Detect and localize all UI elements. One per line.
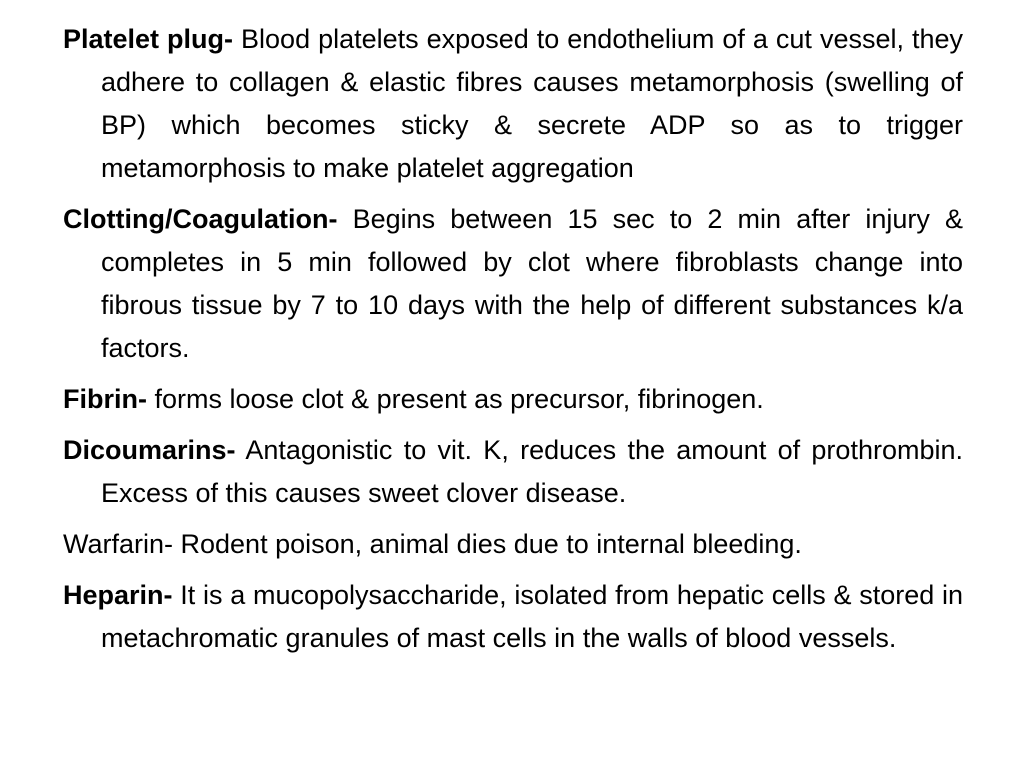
paragraph-clotting xyxy=(63,198,963,370)
term-dicoumarins: Dicoumarins- xyxy=(63,435,236,465)
paragraph-fibrin xyxy=(63,378,963,421)
definition-clotting: Begins between 15 sec to 2 min after injury & completes in 5 min followed by clot where fibroblasts change into fibrous tissue by 7 to 10 days with the help of different substances k/a factors. xyxy=(101,204,963,363)
term-heparin: Heparin- xyxy=(63,580,173,610)
definition-platelet-plug: Blood platelets exposed to endothelium of a cut vessel, they adhere to collagen & elastic fibres causes metamorphosis (swelling of BP) which becomes sticky & secrete ADP so as to trigger metamorphosis to make platelet aggregation xyxy=(101,24,964,183)
definition-warfarin: Warfarin- Rodent poison, animal dies due to internal bleeding. xyxy=(63,529,802,559)
definition-heparin: It is a mucopolysaccharide, isolated from hepatic cells & stored in metachromatic granules of mast cells in the walls of blood vessels. xyxy=(101,580,963,653)
term-platelet-plug: Platelet plug- xyxy=(63,24,234,54)
slide-body xyxy=(63,18,963,668)
definition-dicoumarins: Antagonistic to vit. K, reduces the amount of prothrombin. Excess of this causes sweet clover disease. xyxy=(101,435,963,508)
paragraph-dicoumarins xyxy=(63,429,963,515)
paragraph-warfarin xyxy=(63,523,963,566)
paragraph-platelet-plug xyxy=(63,18,963,190)
definition-fibrin: forms loose clot & present as precursor, fibrinogen. xyxy=(146,384,764,414)
term-clotting: Clotting/Coagulation- xyxy=(63,204,338,234)
term-fibrin: Fibrin- xyxy=(63,384,147,414)
paragraph-heparin xyxy=(63,574,963,660)
